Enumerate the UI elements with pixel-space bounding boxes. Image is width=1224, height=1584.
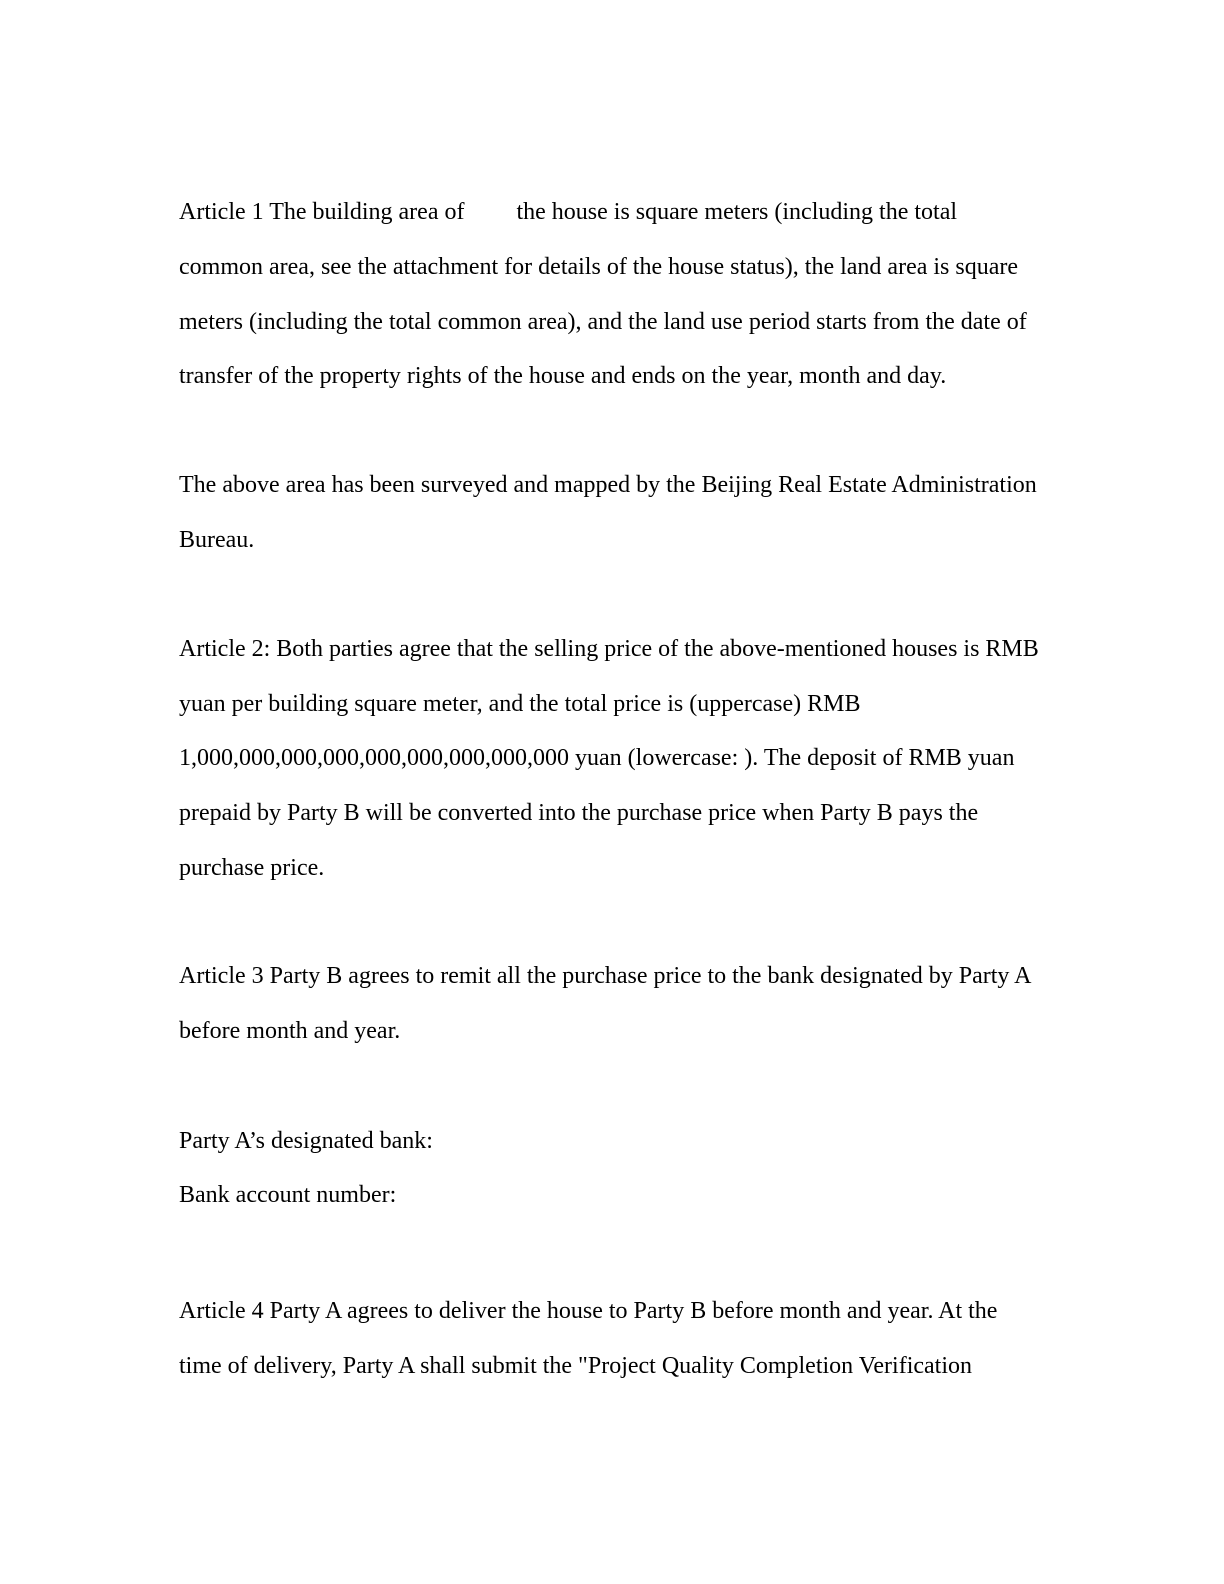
designated-bank-label: Party A’s designated bank: — [179, 1128, 433, 1154]
article-4-line-2: time of delivery, Party A shall submit the "Project Quality Completion Verification — [179, 1353, 973, 1379]
article-2-line-4: prepaid by Party B will be converted into the purchase price when Party B pays the — [179, 800, 979, 826]
article-1-line-4: transfer of the property rights of the house and ends on the year, month and day. — [179, 363, 947, 389]
article-3-line-2: before month and year. — [179, 1018, 401, 1044]
article-1-line-2: common area, see the attachment for details of the house status), the land area is square — [179, 254, 1019, 280]
article-1-line-1-part-1: Article 1 The building area of — [179, 199, 465, 225]
bank-account-number-label: Bank account number: — [179, 1182, 397, 1208]
article-1-line-1-part-2: the house is square meters (including the total — [516, 199, 958, 225]
article-2-line-5: purchase price. — [179, 855, 325, 881]
article-1-line-3: meters (including the total common area), and the land use period starts from the date of — [179, 309, 1027, 335]
survey-note-line-1: The above area has been surveyed and mapped by the Beijing Real Estate Administration — [179, 472, 1037, 498]
article-2-line-3: 1,000,000,000,000,000,000,000,000,000 yuan (lowercase: ). The deposit of RMB yuan — [179, 745, 1015, 771]
article-3-line-1: Article 3 Party B agrees to remit all the purchase price to the bank designated by Party A — [179, 963, 1032, 989]
article-4-line-1: Article 4 Party A agrees to deliver the house to Party B before month and year. At the — [179, 1298, 998, 1324]
article-2-line-1: Article 2: Both parties agree that the selling price of the above-mentioned houses is RMB — [179, 636, 1039, 662]
article-1-line-1 — [179, 198, 957, 226]
survey-note-line-2: Bureau. — [179, 527, 255, 553]
article-2-line-2: yuan per building square meter, and the total price is (uppercase) RMB — [179, 691, 861, 717]
